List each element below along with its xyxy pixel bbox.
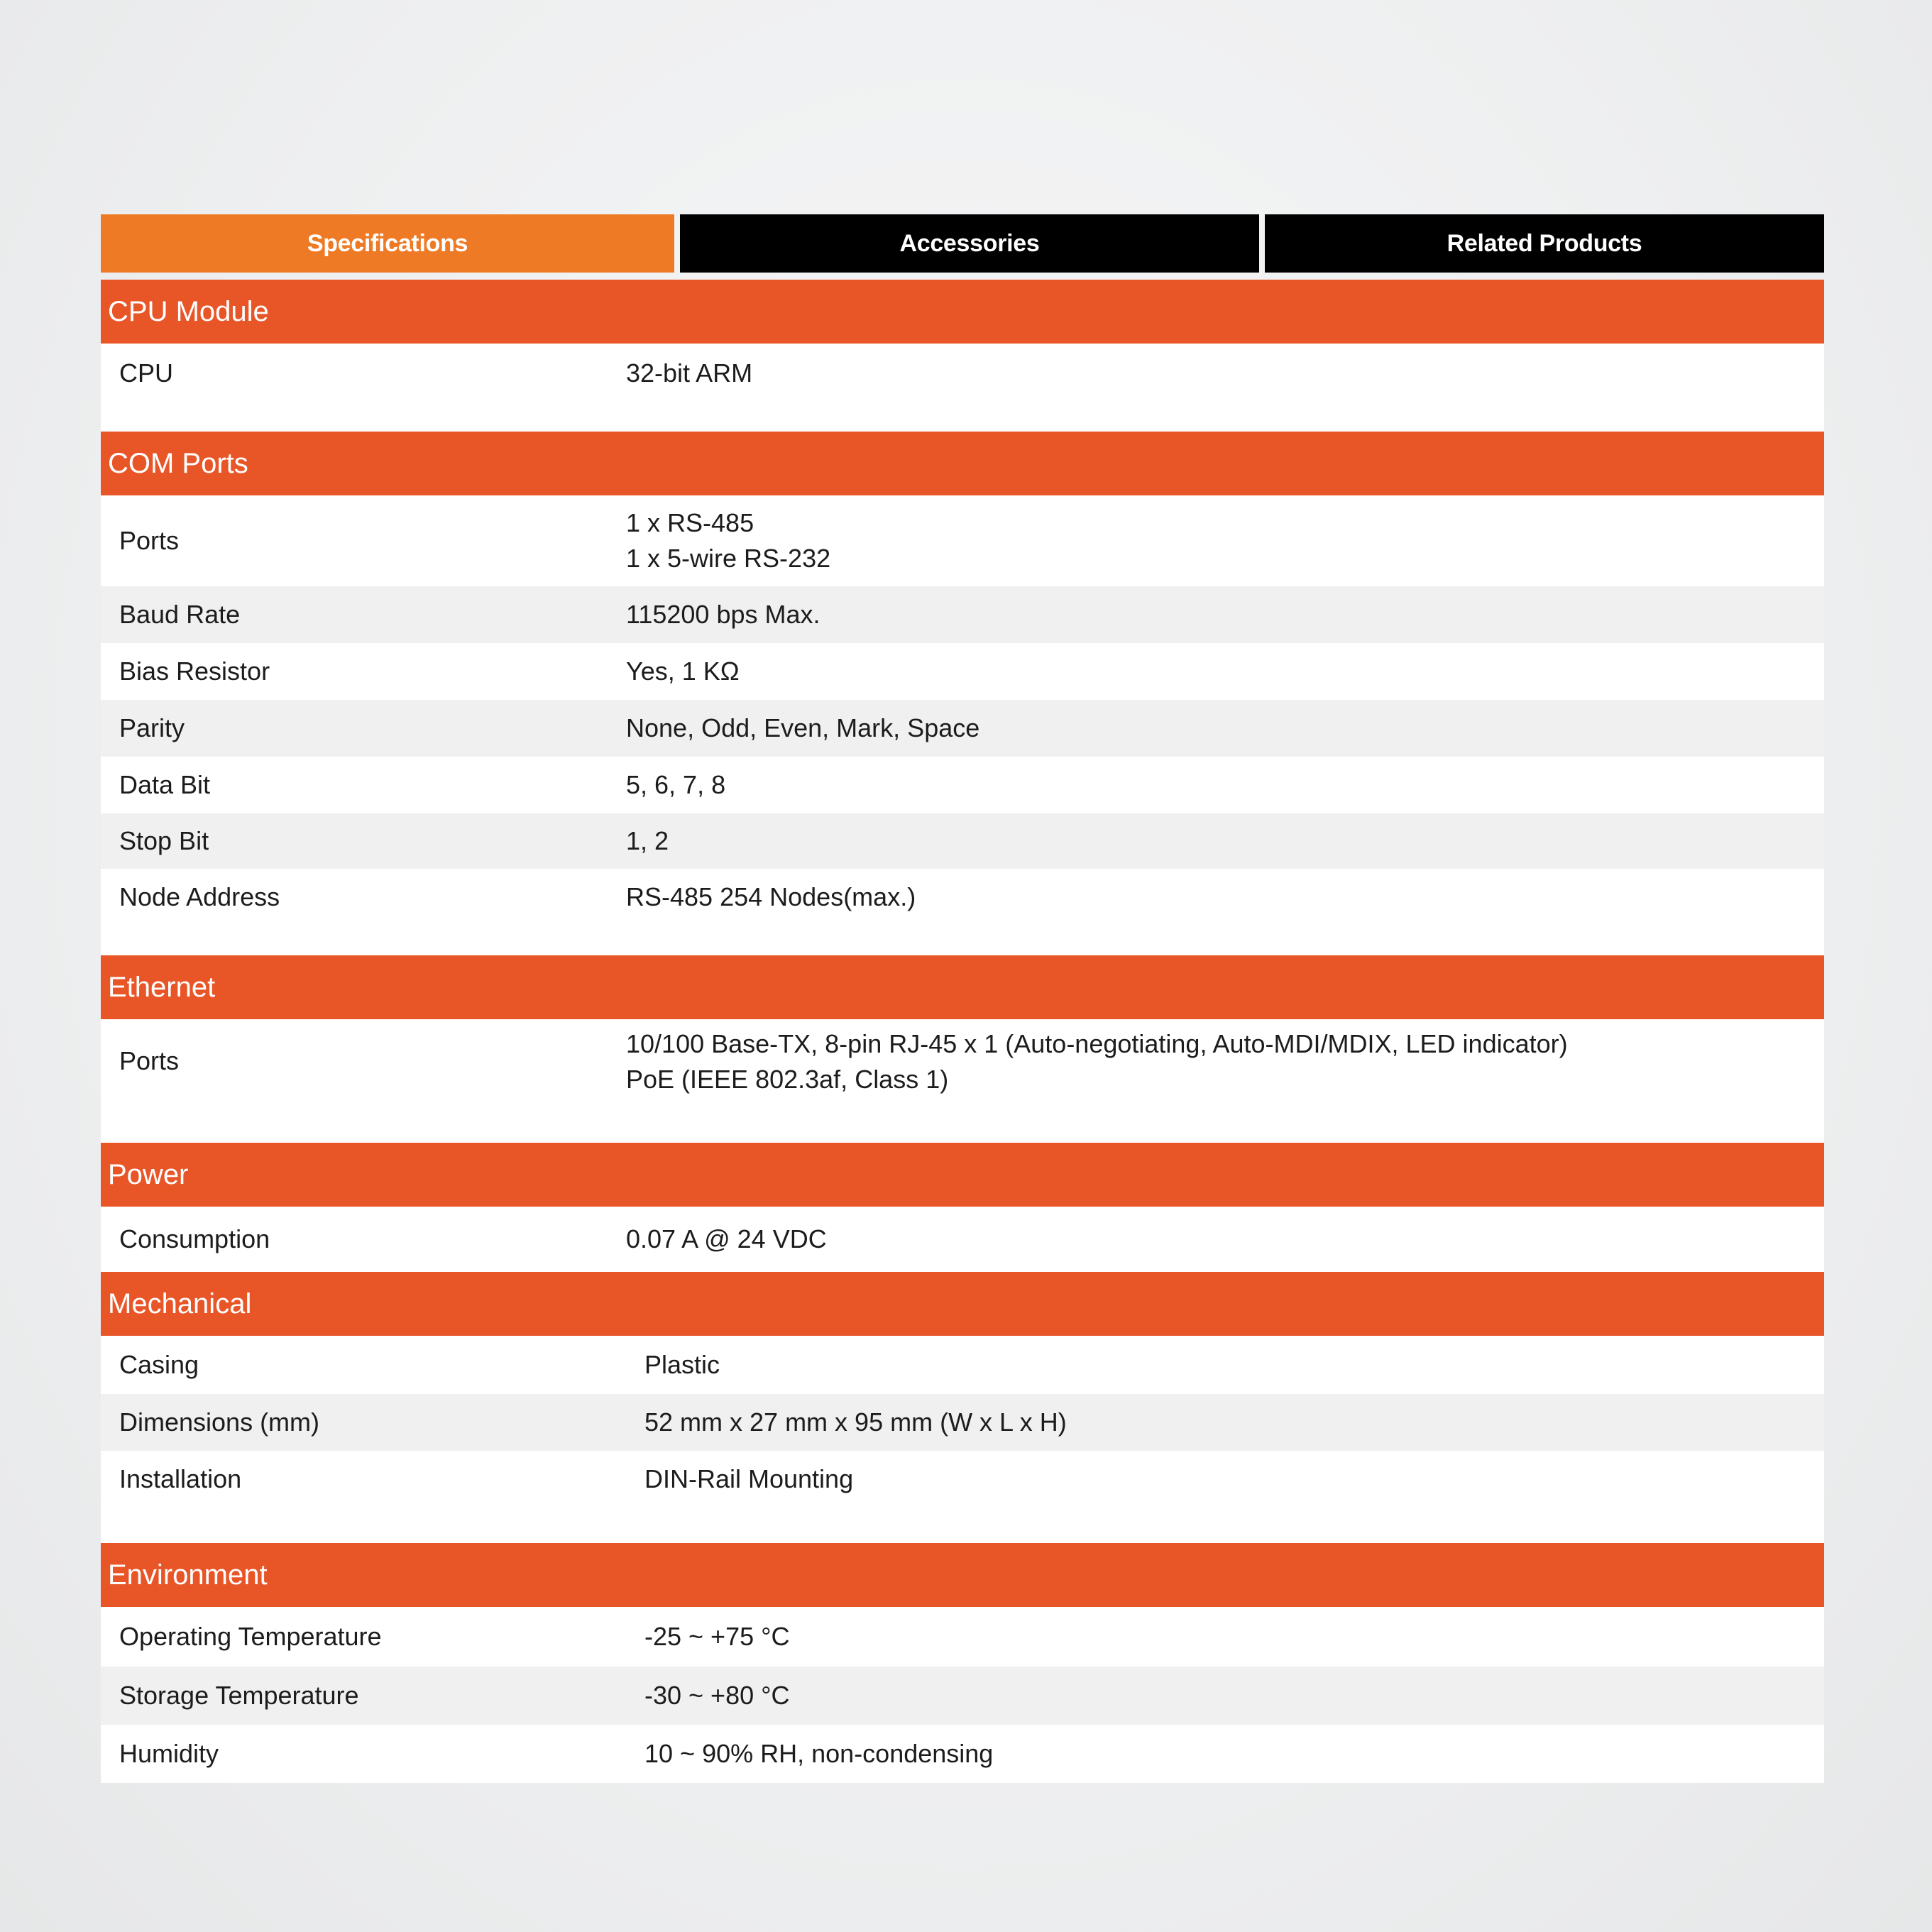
row-label: Consumption <box>119 1224 270 1253</box>
row-label: Bias Resistor <box>119 657 270 686</box>
row-spacer <box>101 1508 1824 1543</box>
table-row <box>101 757 1824 813</box>
row-value-line: 1 x RS-485 <box>626 508 754 537</box>
section-header-power: Power <box>101 1143 1824 1207</box>
row-value-line: PoE (IEEE 802.3af, Class 1) <box>626 1065 949 1094</box>
row-label: CPU <box>119 358 174 388</box>
tab-specifications[interactable]: Specifications <box>101 214 674 273</box>
row-label: Casing <box>119 1350 199 1379</box>
row-label: Data Bit <box>119 770 211 799</box>
row-value: 0.07 A @ 24 VDC <box>626 1224 827 1253</box>
section-header-mechanical: Mechanical <box>101 1272 1824 1336</box>
row-value: DIN-Rail Mounting <box>644 1464 854 1493</box>
section-header-environment: Environment <box>101 1543 1824 1607</box>
row-value: -30 ~ +80 °C <box>644 1681 790 1710</box>
row-value: 5, 6, 7, 8 <box>626 770 726 799</box>
row-label: Installation <box>119 1464 242 1493</box>
row-label: Parity <box>119 713 185 742</box>
row-spacer <box>101 1110 1824 1143</box>
table-row <box>101 495 1824 586</box>
row-value: 52 mm x 27 mm x 95 mm (W x L x H) <box>644 1407 1067 1437</box>
row-label: Humidity <box>119 1739 219 1768</box>
tab-related-products[interactable]: Related Products <box>1265 214 1824 273</box>
row-value-line: 10/100 Base-TX, 8-pin RJ-45 x 1 (Auto-negotiating, Auto-MDI/MDIX, LED indicator) <box>626 1029 1568 1058</box>
table-row <box>101 643 1824 700</box>
row-value <box>626 1026 1824 1097</box>
table-row <box>101 813 1824 869</box>
table-row <box>101 1207 1824 1272</box>
row-value: RS-485 254 Nodes(max.) <box>626 882 916 911</box>
section-header-ethernet: Ethernet <box>101 955 1824 1019</box>
row-spacer <box>101 403 1824 432</box>
table-row <box>101 586 1824 643</box>
section-header-cpu-module: CPU Module <box>101 280 1824 344</box>
row-value: None, Odd, Even, Mark, Space <box>626 713 980 742</box>
table-row <box>101 1394 1824 1451</box>
row-label: Ports <box>119 1046 180 1075</box>
section-header-com-ports: COM Ports <box>101 432 1824 495</box>
table-row <box>101 344 1824 403</box>
table-row <box>101 1667 1824 1725</box>
table-row <box>101 700 1824 757</box>
table-row <box>101 1019 1824 1110</box>
row-value: Yes, 1 KΩ <box>626 657 740 686</box>
row-value-line: 1 x 5-wire RS-232 <box>626 544 831 573</box>
spec-panel <box>101 214 1824 1783</box>
table-row <box>101 1451 1824 1508</box>
row-value: 32-bit ARM <box>626 358 753 388</box>
row-label: Storage Temperature <box>119 1681 359 1710</box>
row-label: Baud Rate <box>119 600 241 629</box>
row-value: 1, 2 <box>626 826 669 855</box>
row-spacer <box>101 926 1824 955</box>
tab-accessories[interactable]: Accessories <box>680 214 1259 273</box>
row-label: Node Address <box>119 882 280 911</box>
table-row <box>101 1336 1824 1394</box>
table-row <box>101 1725 1824 1783</box>
tab-bar <box>101 214 1824 273</box>
row-value: Plastic <box>644 1350 720 1379</box>
row-value: 115200 bps Max. <box>626 600 820 629</box>
row-label: Operating Temperature <box>119 1622 382 1651</box>
row-label: Ports <box>119 526 180 555</box>
row-label: Dimensions (mm) <box>119 1407 320 1437</box>
table-row <box>101 1607 1824 1667</box>
row-value: -25 ~ +75 °C <box>644 1622 790 1651</box>
row-label: Stop Bit <box>119 826 209 855</box>
table-row <box>101 869 1824 926</box>
row-value: 10 ~ 90% RH, non-condensing <box>644 1739 994 1768</box>
row-value <box>626 505 1824 576</box>
